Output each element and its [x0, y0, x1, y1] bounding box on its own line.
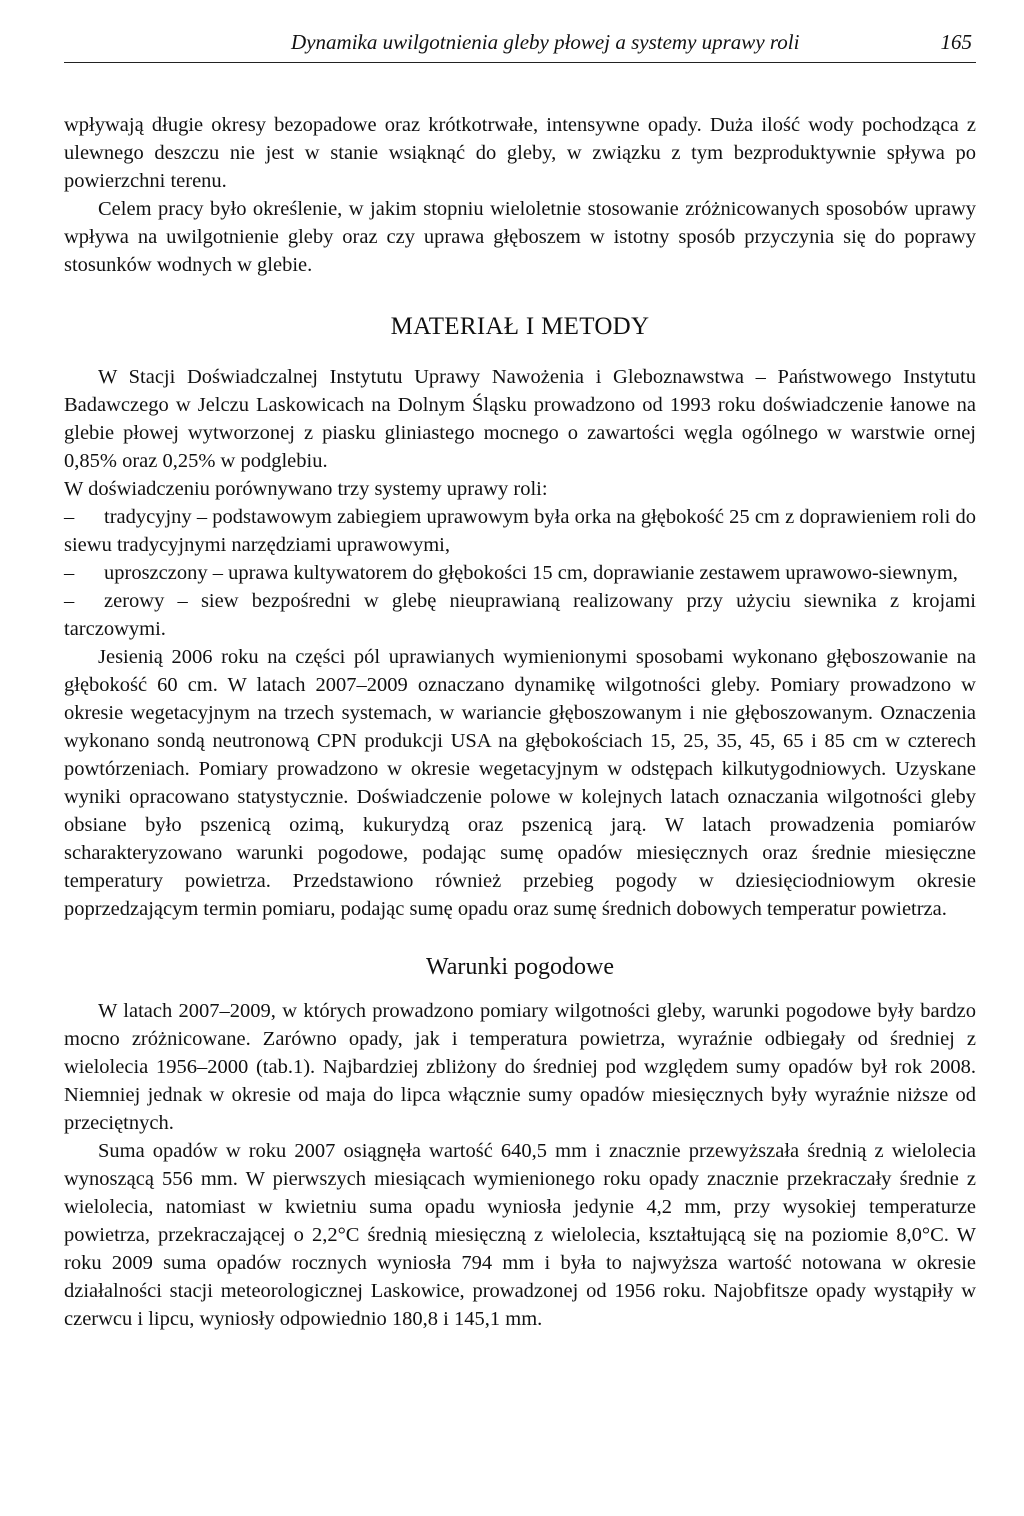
list-item: [64, 587, 976, 643]
list-item-text: uproszczony – uprawa kultywatorem do głębokości 15 cm, doprawianie zestawem uprawowo-siewnym,: [104, 562, 958, 584]
list-item: [64, 503, 976, 559]
list-item: [64, 559, 976, 587]
list-dash: –: [64, 562, 75, 584]
weather-paragraph-1: W latach 2007–2009, w których prowadzono pomiary wilgotności gleby, warunki pogodowe były bardzo mocno zróżnicowane. Zarówno opady, jak i temperatura powietrza, wyraźnie odbiegały od średniej z wielolecia 1956–2000 (tab.1). Najbardziej zbliżony do średniej pod względem sumy opadów był rok 2008. Niemniej jednak w okresie od maja do lipca włącznie sumy opadów miesięcznych były wyraźnie niższe od przeciętnych.: [64, 1000, 976, 1134]
intro-paragraph-1: wpływają długie okresy bezopadowe oraz krótkotrwałe, intensywne opady. Duża ilość wody pochodząca z ulewnego deszczu nie jest w stanie wsiąknąć do gleby, w związku z tym bezproduktywnie spływa po powierzchni terenu.: [64, 114, 976, 192]
section-heading-methods: MATERIAŁ I METODY: [390, 313, 650, 340]
weather-paragraph-2: Suma opadów w roku 2007 osiągnęła wartość 640,5 mm i znacznie przewyższała średnią z wielolecia wynoszącą 556 mm. W pierwszych miesiącach wymienionego roku opady znacznie przekraczały średnie z wielolecia, natomiast w kwietniu suma opadu wyniosła jedynie 4,2 mm, przy wysokiej temperaturze powietrza, przekraczającej o 2,2°C średnią miesięczną z wielolecia, kształtującą się na poziomie 8,0°C. W roku 2009 suma opadów rocznych wyniosła 794 mm i była to najwyższa wartość notowana w okresie działalności stacji meteorologicznej Laskowice, prowadzonej od 1956 roku. Najobfitsze opady wystąpiły w czerwcu i lipcu, wyniosły odpowiednio 180,8 i 145,1 mm.: [64, 1140, 976, 1330]
intro-paragraph-2: Celem pracy było określenie, w jakim stopniu wieloletnie stosowanie zróżnicowanych sposobów uprawy wpływa na uwilgotnienie gleby oraz czy uprawa głęboszem w istotny sposób przyczynia się do poprawy stosunków wodnych w glebie.: [64, 198, 976, 276]
list-item-text: zerowy – siew bezpośredni w glebę nieuprawianą realizowany przy użyciu siewnika z krojami tarczowymi.: [64, 590, 976, 640]
methods-paragraph-1: W Stacji Doświadczalnej Instytutu Uprawy Nawożenia i Gleboznawstwa – Państwowego Instytutu Badawczego w Jelczu Laskowicach na Dolnym Śląsku prowadzono od 1993 roku doświadczenie łanowe na glebie płowej wytworzonej z piasku gliniastego mocnego o zawartości węgla ogólnego w warstwie ornej 0,85% oraz 0,25% w podglebiu.: [64, 366, 976, 472]
running-header: [64, 30, 976, 63]
methods-paragraph-3: Jesienią 2006 roku na części pól uprawianych wymienionymi sposobami wykonano głęboszowanie na głębokość 60 cm. W latach 2007–2009 oznaczano dynamikę wilgotności gleby. Pomiary prowadzono w okresie wegetacyjnym na trzech systemach, w wariancie głęboszowanym i nie głęboszowanym. Oznaczenia wykonano sondą neutronową CPN produkcji USA na głębokościach 15, 25, 35, 45, 65 i 85 cm w czterech powtórzeniach. Pomiary prowadzono w okresie wegetacyjnym w odstępach kilkutygodniowych. Uzyskane wyniki opracowano statystycznie. Doświadczenie polowe w kolejnych latach oznaczania wilgotności gleby obsiane było pszenicą ozimą, kukurydzą oraz pszenicą jarą. W latach prowadzenia pomiarów scharakteryzowano warunki pogodowe, podając sumę opadów miesięcznych oraz średnie miesięczne temperatury powietrza. Przedstawiono również przebieg pogody w dziesięciodniowym okresie poprzedzającym termin pomiaru, podając sumę opadu oraz sumę średnich dobowych temperatur powietrza.: [64, 646, 976, 920]
body-text: [64, 111, 976, 1333]
methods-paragraph-2: W doświadczeniu porównywano trzy systemy uprawy roli:: [64, 478, 548, 500]
subsection-heading-weather: Warunki pogodowe: [425, 954, 615, 980]
list-dash: –: [64, 506, 75, 528]
document-page: [64, 30, 976, 1333]
list-dash: –: [64, 590, 75, 612]
running-title: Dynamika uwilgotnienia gleby płowej a systemy uprawy roli: [291, 30, 800, 54]
page-number: 165: [940, 30, 972, 54]
list-item-text: tradycyjny – podstawowym zabiegiem uprawowym była orka na głębokość 25 cm z doprawieniem roli do siewu tradycyjnymi narzędziami uprawowymi,: [64, 506, 976, 556]
